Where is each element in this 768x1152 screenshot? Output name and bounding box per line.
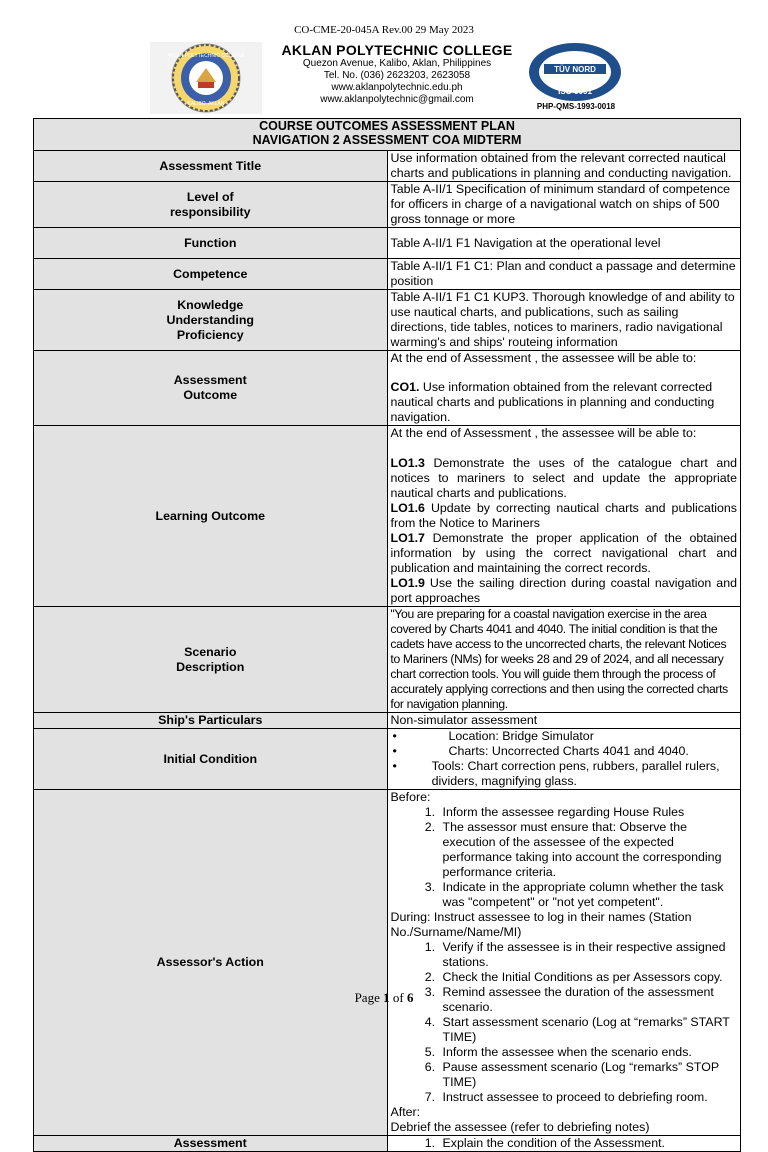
co-code: CO1. — [390, 380, 420, 394]
label-competence: Competence — [34, 259, 388, 290]
table-title-line1: COURSE OUTCOMES ASSESSMENT PLAN — [259, 119, 515, 133]
list-item: 1. Verify if the assessee is in their respective assigned stations. — [439, 940, 738, 970]
cert-badge-top: TÜV NORD — [554, 65, 596, 74]
lo-text: Update by correcting nautical charts and publications from the Notice to Mariners — [390, 501, 737, 530]
condition-item — [391, 744, 738, 759]
value-assessment — [387, 1136, 741, 1152]
lo-code: LO1.3 — [390, 456, 425, 470]
learning-outcome-item — [391, 456, 738, 501]
cert-badge-bottom: ISO 9001 — [558, 87, 592, 96]
college-seal-logo — [150, 42, 262, 114]
list-item: 1. Inform the assessee regarding House Rules — [439, 805, 738, 820]
condition-text: Location: Bridge Simulator — [448, 729, 594, 743]
list-item: 6. Pause assessment scenario (Log “remarks” STOP TIME) — [439, 1060, 738, 1090]
label-line: Scenario — [184, 644, 237, 659]
document-reference: CO-CME-20-045A Rev.00 29 May 2023 — [294, 24, 474, 36]
row-competence — [34, 259, 741, 290]
page-current: 1 — [383, 990, 390, 1005]
college-name: AKLAN POLYTECHNIC COLLEGE — [281, 42, 513, 58]
label-assessor-action: Assessor's Action — [34, 790, 388, 1136]
value-learning-outcome — [387, 426, 741, 607]
lo-code: LO1.9 — [390, 576, 425, 590]
value-function: Table A-II/1 F1 Navigation at the operational level — [387, 228, 741, 259]
label-assessment-title: Assessment Title — [34, 151, 388, 182]
label-line: Assessment — [173, 373, 247, 387]
condition-text: Charts: Uncorrected Charts 4041 and 4040. — [448, 744, 689, 758]
list-item: 3. Indicate in the appropriate column whether the task was "competent" or "not yet competent". — [439, 880, 738, 910]
bullet: • — [392, 729, 397, 743]
certification-code: PHP-QMS-1993-0018 — [536, 102, 616, 111]
label-kup — [34, 290, 388, 351]
table-title-row — [34, 119, 741, 151]
college-address: Quezon Avenue, Kalibo, Aklan, Philippines — [302, 58, 492, 69]
label-line: Understanding — [166, 312, 254, 327]
bullet: • — [392, 744, 397, 758]
lo-code: LO1.6 — [390, 501, 425, 515]
label-level-of-responsibility — [34, 182, 388, 228]
value-assessor-action — [387, 790, 741, 1136]
label-assessment-outcome — [34, 351, 388, 426]
value-competence: Table A-II/1 F1 C1: Plan and conduct a passage and determine position — [387, 259, 741, 290]
label-line: Description — [176, 659, 245, 674]
row-function — [34, 228, 741, 259]
page-footer — [0, 990, 768, 1006]
list-item: 5. Inform the assessee when the scenario ends. — [439, 1045, 738, 1060]
college-telephone: Tel. No. (036) 2623203, 2623058 — [323, 70, 471, 81]
page-middle: of — [389, 990, 407, 1005]
row-scenario — [34, 607, 741, 713]
co-text: Use information obtained from the relevant corrected nautical charts and publications in planning and conducting navigation. — [390, 380, 715, 424]
label-scenario — [34, 607, 388, 713]
row-learning-outcome — [34, 426, 741, 607]
course-outcome — [391, 380, 738, 425]
before-list — [391, 805, 738, 910]
label-learning-outcome: Learning Outcome — [34, 426, 388, 607]
page-total: 6 — [406, 990, 414, 1005]
page-prefix: Page — [354, 990, 384, 1005]
row-ships-particulars — [34, 713, 741, 729]
during-list — [391, 940, 738, 1105]
label-line: Outcome — [183, 388, 238, 402]
learning-intro: At the end of Assessment , the assessee will be able to: — [390, 426, 697, 440]
row-assessment — [34, 1136, 741, 1152]
learning-outcome-item — [391, 531, 738, 576]
learning-outcome-item — [391, 501, 738, 531]
letterhead — [140, 38, 640, 114]
list-item: 1. Explain the condition of the Assessment. — [439, 1136, 738, 1151]
label-line: Proficiency — [176, 327, 244, 342]
bullet: • — [392, 759, 397, 773]
value-initial-condition — [387, 729, 741, 790]
row-assessment-title — [34, 151, 741, 182]
row-assessor-action — [34, 790, 741, 1136]
table-title-line2: NAVIGATION 2 ASSESSMENT COA MIDTERM — [252, 133, 522, 147]
label-initial-condition: Initial Condition — [34, 729, 388, 790]
list-item: 4. Start assessment scenario (Log at “remarks” START TIME) — [439, 1015, 738, 1045]
label-ships-particulars: Ship's Particulars — [34, 713, 388, 729]
before-heading: Before: — [390, 790, 431, 804]
row-level-of-responsibility — [34, 182, 741, 228]
college-website: www.aklanpolytechnic.edu.ph — [331, 82, 463, 93]
value-assessment-title: Use information obtained from the relevant corrected nautical charts and publications in planning and conducting navigation. — [387, 151, 741, 182]
label-line: responsibility — [169, 204, 251, 219]
condition-item — [391, 759, 738, 789]
lo-text: Use the sailing direction during coastal navigation and port approaches — [390, 576, 737, 605]
lo-text: Demonstrate the proper application of the obtained information by using the correct navigational chart and publication and maintaining the correct records. — [390, 531, 737, 575]
college-info — [272, 42, 522, 106]
list-item: 2. Check the Initial Conditions as per Assessors copy. — [439, 970, 738, 985]
row-initial-condition — [34, 729, 741, 790]
learning-outcome-item — [391, 576, 738, 606]
label-line: Level of — [186, 189, 234, 204]
value-scenario: "You are preparing for a coastal navigation exercise in the area covered by Charts 4041 and 4040. The initial condition is that the cadets have access to the uncorrected charts, the relevant Notices to Mariners (NMs) for weeks 28 and 29 of 2024, and all necessary chart correction tools. You will guide them through the process of accurately applying corrections and then using the corrected charts for navigation planning. — [387, 607, 733, 713]
college-email: www.aklanpolytechnic@gmail.com — [320, 94, 474, 105]
row-kup — [34, 290, 741, 351]
condition-item — [391, 729, 738, 744]
value-ships-particulars: Non-simulator assessment — [387, 713, 741, 729]
debrief-text: Debrief the assessee (refer to debriefing notes) — [390, 1120, 650, 1134]
outcome-intro: At the end of Assessment , the assessee will be able to: — [390, 351, 697, 365]
lo-code: LO1.7 — [390, 531, 425, 545]
row-assessment-outcome — [34, 351, 741, 426]
assessment-list — [391, 1136, 738, 1151]
value-kup: Table A-II/1 F1 C1 KUP3. Thorough knowledge of and ability to use nautical charts, and publications, such as sailing directions, tide tables, notices to mariners, radio navigational warming's and ships' routeing information — [387, 290, 741, 351]
list-item: 2. The assessor must ensure that: Observe the execution of the assessee of the expected performance taking into account the corresponding performance criteria. — [439, 820, 738, 880]
during-heading: During: Instruct assessee to log in their names (Station No./Surname/Name/MI) — [390, 910, 692, 939]
list-item: 7. Instruct assessee to proceed to debriefing room. — [439, 1090, 738, 1105]
after-heading: After: — [390, 1105, 421, 1119]
value-level-of-responsibility: Table A-II/1 Specification of minimum standard of competence for officers in charge of a navigational watch on ships of 500 gross tonnage or more — [387, 182, 741, 228]
label-line: Knowledge — [177, 297, 244, 312]
seal-text: AKLAN POLYTECHNIC COLLEGE — [167, 53, 245, 59]
value-assessment-outcome — [387, 351, 741, 426]
label-function: Function — [34, 228, 388, 259]
condition-text: Tools: Chart correction pens, rubbers, parallel rulers, dividers, magnifying glass. — [431, 759, 720, 788]
seal-bottom-text: KALIBO, AKLAN — [187, 101, 225, 107]
lo-text: Demonstrate the uses of the catalogue chart and notices to mariners to select and update the appropriate nautical charts and publications. — [390, 456, 737, 500]
table-title — [34, 119, 741, 151]
list-item: 3. Remind assessee the duration of the assessment scenario. — [439, 985, 738, 1015]
label-assessment: Assessment — [34, 1136, 388, 1152]
